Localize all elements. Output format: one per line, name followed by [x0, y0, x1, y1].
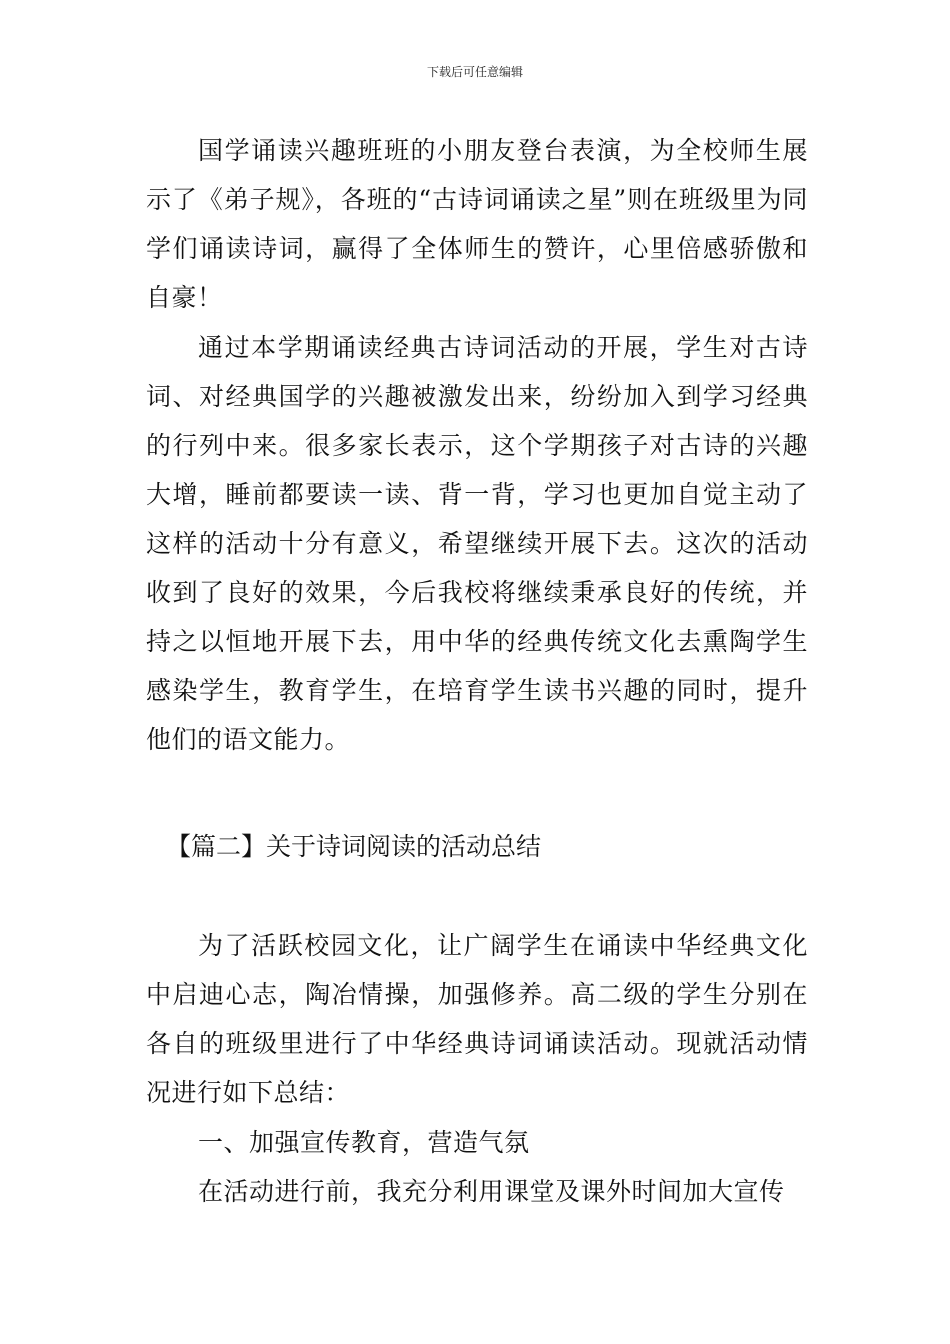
page-header: 下载后可任意编辑	[426, 65, 523, 79]
paragraph-1: 国学诵读兴趣班班的小朋友登台表演，为全校师生展示了《弟子规》，各班的“古诗词诵读之星”则在班级里为同学们诵读诗词，赢得了全体师生的赞许，心里倍感骄傲和自豪！	[146, 136, 808, 312]
paragraph-4: 在活动进行前，我充分利用课堂及课外时间加大宣传	[198, 1177, 785, 1206]
subheading-1: 一、加强宣传教育，营造气氛	[198, 1128, 530, 1157]
section-title: 【篇二】关于诗词阅读的活动总结	[166, 832, 542, 861]
paragraph-3: 为了活跃校园文化，让广阔学生在诵读中华经典文化中启迪心志，陶冶情操，加强修养。高二级的学生分别在各自的班级里进行了中华经典诗词诵读活动。现就活动情况进行如下总结：	[146, 931, 808, 1107]
paragraph-2: 通过本学期诵读经典古诗词活动的开展，学生对古诗词、对经典国学的兴趣被激发出来，纷纷加入到学习经典的行列中来。很多家长表示，这个学期孩子对古诗的兴趣大增，睡前都要读一读、背一背，学习也更加自觉主动了这样的活动十分有意义，希望继续开展下去。这次的活动收到了良好的效果，今后我校将继续秉承良好的传统，并持之以恒地开展下去，用中华的经典传统文化去熏陶学生感染学生，教育学生，在培育学生读书兴趣的同时，提升他们的语文能力。	[146, 333, 808, 754]
